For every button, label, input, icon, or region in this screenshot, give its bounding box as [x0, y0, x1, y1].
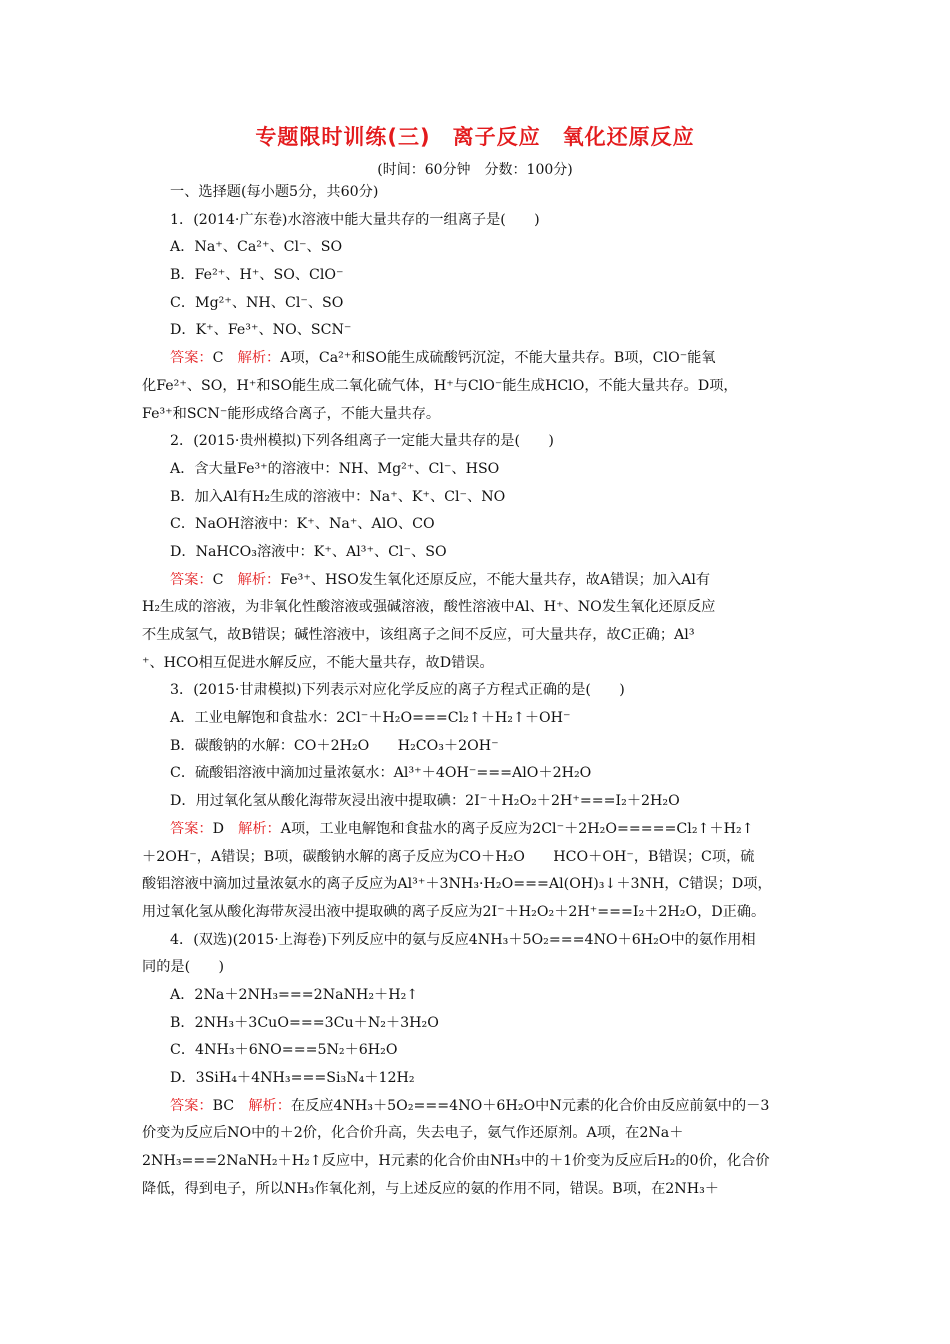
answer-label: 答案： — [170, 350, 213, 367]
q1-analysis-1: A项，Ca²⁺和SO能生成硫酸钙沉淀，不能大量共存。B项，ClO⁻能氧 — [280, 350, 716, 367]
q1-analysis-3: Fe³⁺和SCN⁻能形成络合离子，不能大量共存。 — [142, 405, 441, 422]
q2-option-b: B．加入Al有H₂生成的溶液中：Na⁺、K⁺、Cl⁻、NO — [170, 488, 506, 505]
q4-option-c: C．4NH₃＋6NO===5N₂＋6H₂O — [170, 1042, 398, 1059]
q3-stem: 3．(2015·甘肃模拟)下列表示对应化学反应的离子方程式正确的是( ) — [170, 682, 625, 699]
q1-option-c: C．Mg²⁺、NH、Cl⁻、SO — [170, 294, 344, 311]
q3-option-b: B．碳酸钠的水解：CO＋2H₂O H₂CO₃＋2OH⁻ — [170, 737, 499, 754]
q2-answer: C — [212, 571, 224, 588]
q2-answer-line — [142, 567, 810, 595]
q3-answer-line — [142, 816, 810, 844]
q3-analysis-1: A项，工业电解饱和食盐水的离子反应为2Cl⁻＋2H₂O=====Cl₂↑＋H₂↑ — [280, 820, 754, 837]
q3-analysis-4: 用过氧化氢从酸化海带灰浸出液中提取碘的离子反应为2I⁻＋H₂O₂＋2H⁺===I₂＋2H₂O，D正确。 — [142, 903, 766, 920]
q3-answer: D — [212, 820, 224, 837]
q1-option-b: B．Fe²⁺、H⁺、SO、ClO⁻ — [170, 267, 344, 284]
q3-analysis-2: ＋2OH⁻，A错误；B项，碳酸钠水解的离子反应为CO＋H₂O HCO＋OH⁻，B错误；C项，硫 — [142, 848, 755, 865]
q4-answer-line — [142, 1093, 810, 1121]
q1-option-a: A．Na⁺、Ca²⁺、Cl⁻、SO — [170, 239, 343, 256]
answer-label: 答案： — [170, 820, 213, 837]
q1-option-d: D．K⁺、Fe³⁺、NO、SCN⁻ — [170, 322, 352, 339]
analysis-label: 解析： — [248, 1097, 291, 1114]
q4-option-d: D．3SiH₄＋4NH₃===Si₃N₄＋12H₂ — [170, 1070, 415, 1086]
q4-analysis-3: 2NH₃===2NaNH₂＋H₂↑反应中，H元素的化合价由NH₃中的＋1价变为反应后H₂的0价，化合价 — [142, 1153, 770, 1170]
q4-analysis-4: 降低，得到电子，所以NH₃作氧化剂，与上述反应的氨的作用不同，错误。B项，在2NH₃＋ — [142, 1180, 719, 1197]
q2-stem: 2．(2015·贵州模拟)下列各组离子一定能大量共存的是( ) — [170, 433, 554, 450]
q2-analysis-1: Fe³⁺、HSO发生氧化还原反应，不能大量共存，故A错误；加入Al有 — [280, 571, 711, 588]
time-score-info: (时间：60分钟 分数：100分) — [377, 162, 573, 178]
q4-option-b: B．2NH₃＋3CuO===3Cu＋N₂＋3H₂O — [170, 1014, 439, 1031]
page-title: 专题限时训练(三) 离子反应 氧化还原反应 — [255, 125, 695, 149]
q4-analysis-1: 在反应4NH₃＋5O₂===4NO＋6H₂O中N元素的化合价由反应前氨中的－3 — [290, 1097, 770, 1114]
q2-analysis-4: ⁺、HCO相互促进水解反应，不能大量共存，故D错误。 — [142, 654, 494, 671]
q4-analysis-2: 价变为反应后NO中的＋2价，化合价升高，失去电子，氨气作还原剂。A项，在2Na＋ — [142, 1125, 684, 1142]
q2-option-a: A．含大量Fe³⁺的溶液中：NH、Mg²⁺、Cl⁻、HSO — [170, 460, 500, 477]
q2-analysis-3: 不生成氢气，故B错误；碱性溶液中，该组离子之间不反应，可大量共存，故C正确；Al³ — [142, 627, 695, 643]
document-body — [142, 179, 810, 1203]
q4-option-a: A．2Na＋2NH₃===2NaNH₂＋H₂↑ — [170, 986, 419, 1003]
q3-option-d: D．用过氧化氢从酸化海带灰浸出液中提取碘：2I⁻＋H₂O₂＋2H⁺===I₂＋2H₂O — [170, 793, 680, 810]
analysis-label: 解析： — [237, 571, 281, 588]
answer-label: 答案： — [170, 571, 213, 588]
q2-option-c: C．NaOH溶液中：K⁺、Na⁺、AlO、CO — [170, 516, 435, 533]
q4-answer: BC — [212, 1097, 235, 1114]
analysis-label: 解析： — [237, 350, 281, 367]
section-heading: 一、选择题(每小题5分，共60分) — [170, 184, 379, 200]
analysis-label: 解析： — [238, 820, 281, 837]
q1-answer-line — [142, 345, 810, 373]
q1-answer: C — [212, 350, 224, 367]
q3-analysis-3: 酸铝溶液中滴加过量浓氨水的离子反应为Al³⁺＋3NH₃·H₂O===Al(OH)₃↓＋3NH，C错误；D项， — [142, 876, 772, 893]
q3-option-a: A．工业电解饱和食盐水：2Cl⁻＋H₂O===Cl₂↑＋H₂↑＋OH⁻ — [170, 710, 571, 727]
answer-label: 答案： — [170, 1097, 213, 1114]
q1-analysis-2: 化Fe²⁺、SO，H⁺和SO能生成二氧化硫气体，H⁺与ClO⁻能生成HClO，不能大量共存。D项， — [142, 377, 738, 394]
q1-stem: 1．(2014·广东卷)水溶液中能大量共存的一组离子是( ) — [170, 211, 540, 228]
q2-option-d: D．NaHCO₃溶液中：K⁺、Al³⁺、Cl⁻、SO — [170, 543, 447, 560]
q3-option-c: C．硫酸铝溶液中滴加过量浓氨水：Al³⁺＋4OH⁻===AlO＋2H₂O — [170, 765, 592, 782]
q4-stem-2: 同的是( ) — [142, 959, 225, 976]
q2-analysis-2: H₂生成的溶液，为非氧化性酸溶液或强碱溶液，酸性溶液中Al、H⁺、NO发生氧化还原反应 — [142, 599, 716, 616]
q4-stem-1: 4．(双选)(2015·上海卷)下列反应中的氨与反应4NH₃＋5O₂===4NO＋6H₂O中的氨作用相 — [170, 931, 756, 948]
